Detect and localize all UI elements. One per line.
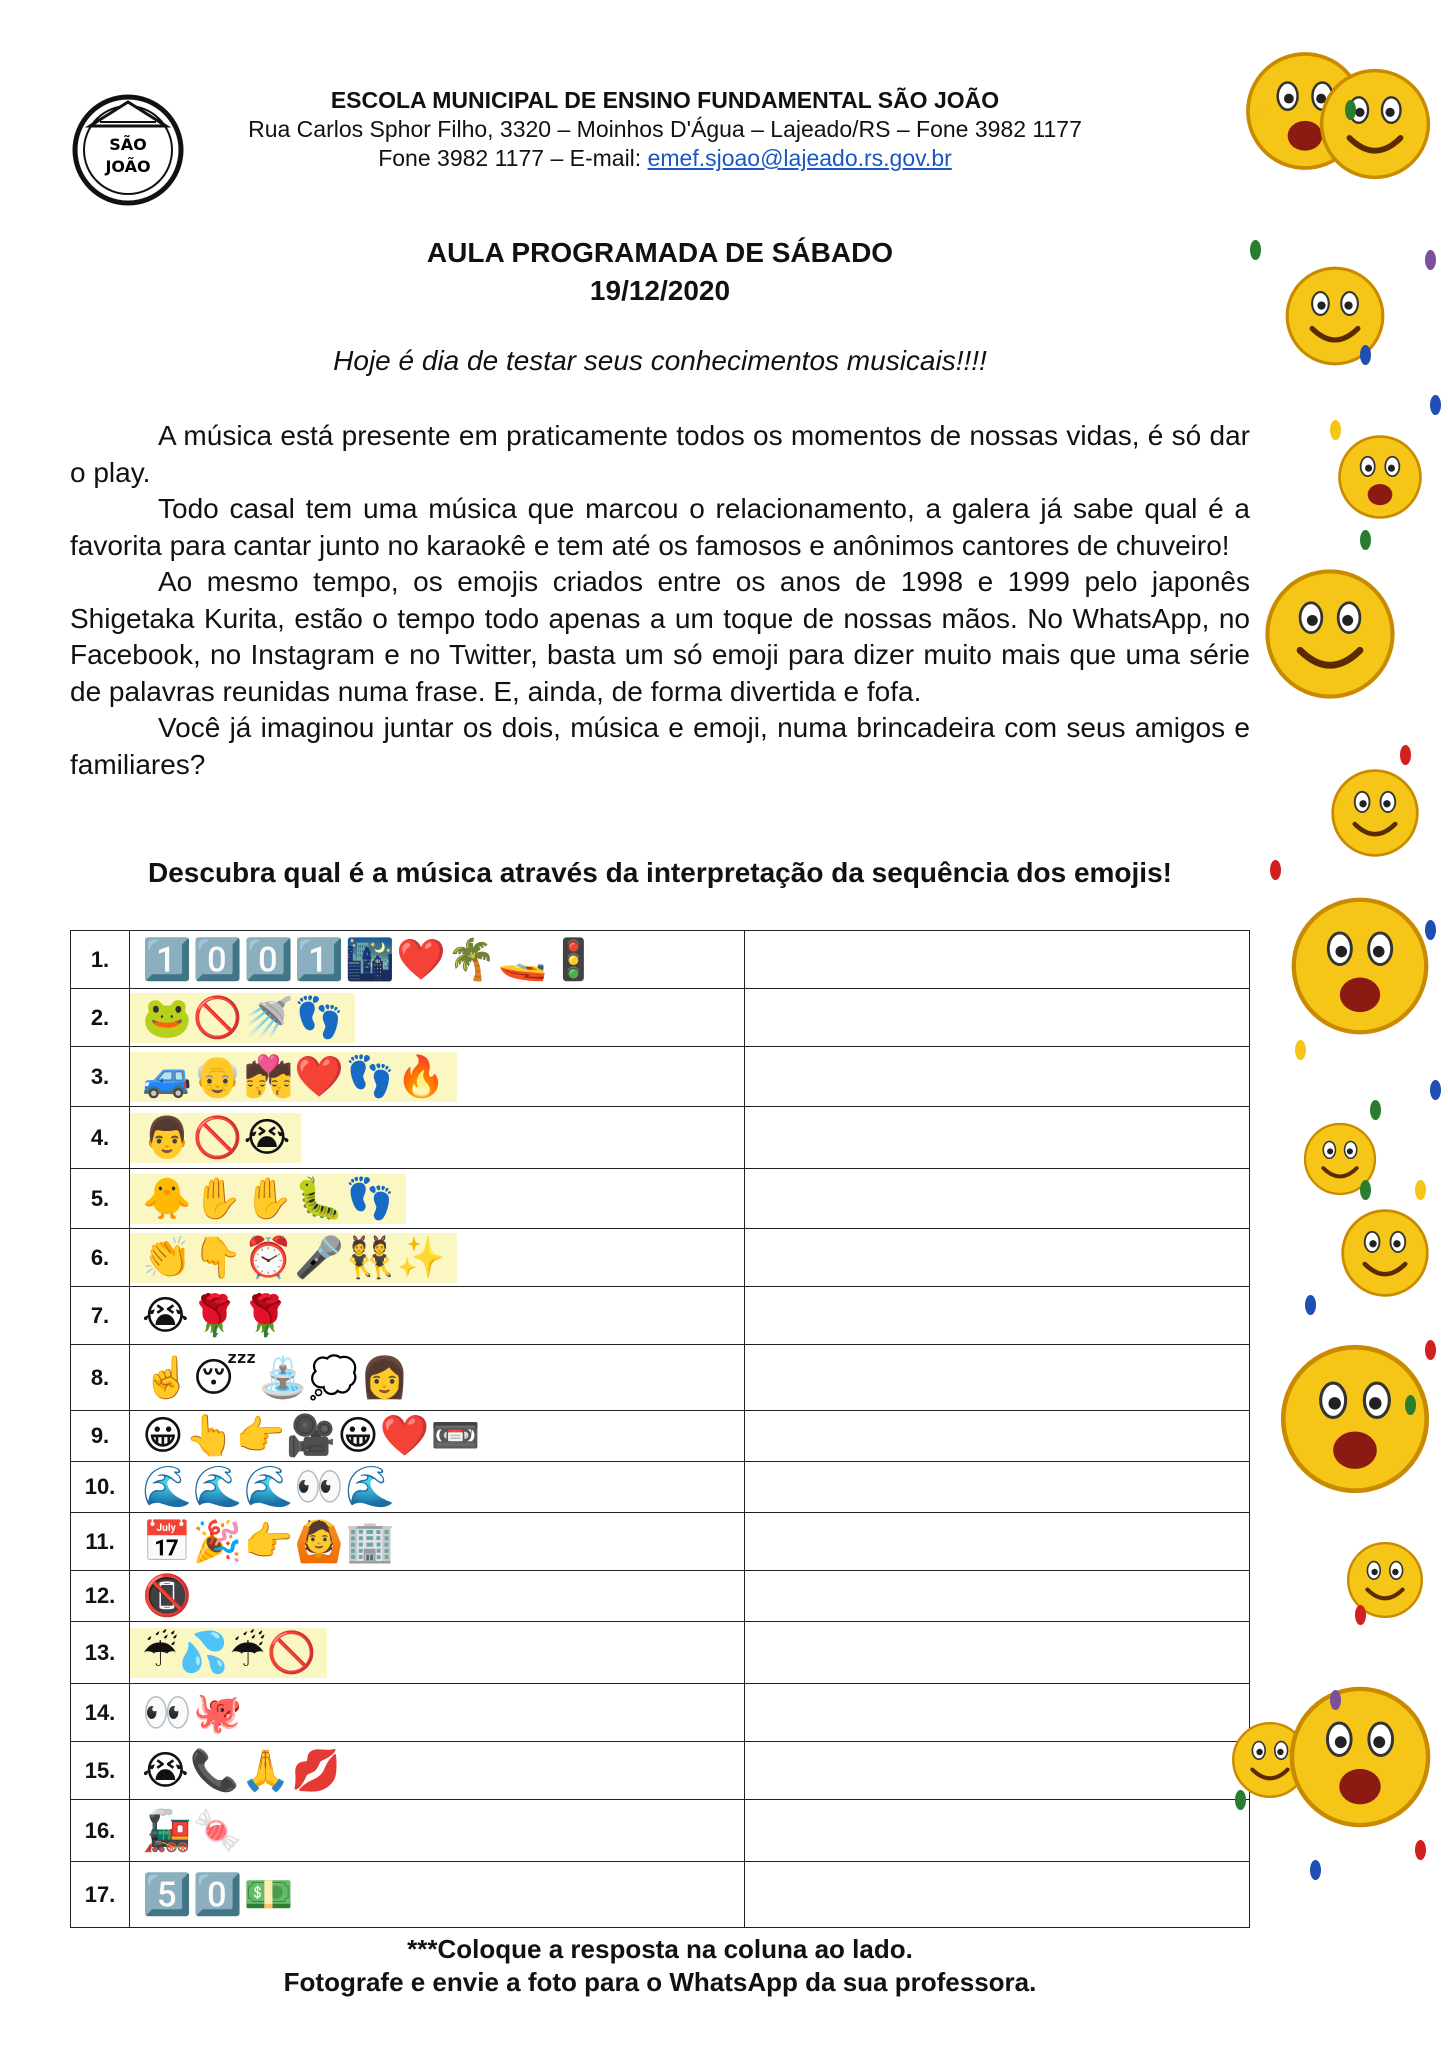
school-header xyxy=(205,86,1125,173)
subtitle: Hoje é dia de testar seus conhecimentos musicais!!!! xyxy=(333,345,987,376)
quiz-row xyxy=(71,1862,1250,1928)
footer-note xyxy=(70,1933,1250,1999)
answer-cell[interactable] xyxy=(745,1742,1250,1800)
smiley-icon xyxy=(1262,566,1398,702)
answer-cell[interactable] xyxy=(745,1047,1250,1107)
confetti-dot xyxy=(1235,1790,1246,1810)
paragraph: Todo casal tem uma música que marcou o relacionamento, a galera já sabe qual é a favorita para cantar junto no karaokê e tem até os famosos e anônimos cantores de chuveiro! xyxy=(70,493,1250,561)
confetti-dot xyxy=(1415,1180,1426,1200)
smiley-icon xyxy=(1283,264,1387,368)
confetti-dot xyxy=(1270,860,1281,880)
emoji-sequence: 1️⃣0️⃣0️⃣1️⃣🌃❤️🌴🚤🚦 xyxy=(142,936,600,983)
emoji-sequence: 🐸🚫🚿👣 xyxy=(130,993,355,1043)
confetti-dot xyxy=(1370,1100,1381,1120)
quiz-row xyxy=(71,1684,1250,1742)
confetti-dot xyxy=(1425,920,1436,940)
answer-cell[interactable] xyxy=(745,1462,1250,1513)
emoji-sequence-cell xyxy=(130,1862,745,1928)
quiz-number: 1. xyxy=(71,931,130,989)
logo-text-top: SÃO xyxy=(109,135,147,154)
answer-cell[interactable] xyxy=(745,1107,1250,1169)
confetti-dot xyxy=(1360,345,1371,365)
confetti-dot xyxy=(1330,420,1341,440)
quiz-row xyxy=(71,1571,1250,1622)
emoji-sequence-cell xyxy=(130,1462,745,1513)
school-address: Rua Carlos Sphor Filho, 3320 – Moinhos D'Água – Lajeado/RS – Fone 3982 1177 xyxy=(248,116,1082,142)
emoji-sequence-cell xyxy=(130,1800,745,1862)
answer-cell[interactable] xyxy=(745,1345,1250,1411)
quiz-number: 14. xyxy=(71,1684,130,1742)
quiz-number: 5. xyxy=(71,1169,130,1229)
confetti-dot xyxy=(1355,1555,1366,1575)
emoji-sequence: 😭🌹🌹 xyxy=(142,1292,292,1339)
answer-cell[interactable] xyxy=(745,1229,1250,1287)
quiz-number: 10. xyxy=(71,1462,130,1513)
smiley-icon xyxy=(1336,433,1424,521)
quiz-number: 9. xyxy=(71,1411,130,1462)
emoji-sequence-cell xyxy=(130,1229,745,1287)
confetti-dot xyxy=(1262,105,1273,125)
answer-cell[interactable] xyxy=(745,1169,1250,1229)
quiz-row xyxy=(71,1345,1250,1411)
quiz-number: 12. xyxy=(71,1571,130,1622)
emoji-sequence: 🚙👴💏❤️👣🔥 xyxy=(130,1052,457,1102)
emoji-sequence-cell xyxy=(130,1622,745,1684)
emoji-sequence: 📅🎉👉🙆🏢 xyxy=(142,1518,397,1565)
emoji-sequence-cell xyxy=(130,989,745,1047)
quiz-row xyxy=(71,1411,1250,1462)
confetti-dot xyxy=(1310,1860,1321,1880)
emoji-sequence-cell xyxy=(130,1571,745,1622)
confetti-dot xyxy=(1425,1340,1436,1360)
confetti-dot xyxy=(1250,240,1261,260)
emoji-sequence-cell xyxy=(130,1107,745,1169)
quiz-row xyxy=(71,1513,1250,1571)
quiz-row xyxy=(71,931,1250,989)
page-title xyxy=(70,234,1250,310)
quiz-row xyxy=(71,1800,1250,1862)
confetti-dot xyxy=(1305,1295,1316,1315)
emoji-sequence: 🐥✋✋🐛👣 xyxy=(130,1174,406,1224)
answer-cell[interactable] xyxy=(745,1411,1250,1462)
emoji-sequence-cell xyxy=(130,1513,745,1571)
smiley-icon xyxy=(1317,66,1433,182)
emoji-sequence: 5️⃣0️⃣💵 xyxy=(142,1871,295,1918)
confetti-dot xyxy=(1430,395,1441,415)
quiz-number: 11. xyxy=(71,1513,130,1571)
quiz-row xyxy=(71,1462,1250,1513)
quiz-number: 15. xyxy=(71,1742,130,1800)
emoji-sequence: ☔💦☔🚫 xyxy=(130,1628,327,1678)
emoji-sequence-cell xyxy=(130,1169,745,1229)
smiley-icon xyxy=(1277,1341,1433,1497)
quiz-number: 2. xyxy=(71,989,130,1047)
emoji-sequence-cell xyxy=(130,1345,745,1411)
smiley-icon xyxy=(1329,767,1421,859)
quiz-table xyxy=(70,930,1250,1928)
school-name: ESCOLA MUNICIPAL DE ENSINO FUNDAMENTAL SÃO JOÃO xyxy=(330,87,1000,113)
footer-line-2: Fotografe e envie a foto para o WhatsApp da sua professora. xyxy=(283,1967,1037,1997)
quiz-row xyxy=(71,1229,1250,1287)
smiley-icon xyxy=(1288,894,1432,1038)
quiz-number: 8. xyxy=(71,1345,130,1411)
quiz-row xyxy=(71,1047,1250,1107)
answer-cell[interactable] xyxy=(745,1287,1250,1345)
emoji-sequence-cell xyxy=(130,1411,745,1462)
smiley-icon xyxy=(1339,1207,1431,1299)
lesson-title: AULA PROGRAMADA DE SÁBADO xyxy=(426,237,894,268)
quiz-row xyxy=(71,989,1250,1047)
emoji-sequence: 🌊🌊🌊👀🌊 xyxy=(142,1464,397,1510)
quiz-number: 4. xyxy=(71,1107,130,1169)
quiz-number: 17. xyxy=(71,1862,130,1928)
confetti-dot xyxy=(1430,1080,1441,1100)
paragraph: A música está presente em praticamente todos os momentos de nossas vidas, é só dar o play. xyxy=(70,420,1250,488)
confetti-dot xyxy=(1405,1395,1416,1415)
email-link[interactable]: emef.sjoao@lajeado.rs.gov.br xyxy=(647,145,952,171)
confetti-dot xyxy=(1295,1040,1306,1060)
confetti-dot xyxy=(1355,1605,1366,1625)
answer-cell[interactable] xyxy=(745,1622,1250,1684)
logo-text-bottom: JOÃO xyxy=(105,157,151,176)
emoji-sequence-cell xyxy=(130,1047,745,1107)
confetti-dot xyxy=(1400,745,1411,765)
quiz-number: 3. xyxy=(71,1047,130,1107)
quiz-row xyxy=(71,1107,1250,1169)
emoji-sequence: 😭📞🙏💋 xyxy=(142,1747,343,1794)
paragraph: Você já imaginou juntar os dois, música e emoji, numa brincadeira com seus amigos e familiares? xyxy=(70,712,1250,780)
emoji-sequence-cell xyxy=(130,931,745,989)
quiz-row xyxy=(71,1169,1250,1229)
school-logo xyxy=(70,92,186,208)
quiz-row xyxy=(71,1742,1250,1800)
intro-text xyxy=(70,418,1250,783)
quiz-row xyxy=(71,1287,1250,1345)
confetti-dot xyxy=(1330,1690,1341,1710)
emoji-sequence-cell xyxy=(130,1287,745,1345)
emoji-sequence-cell xyxy=(130,1742,745,1800)
emoji-sequence: 👀🐙 xyxy=(142,1689,244,1736)
confetti-dot xyxy=(1360,1180,1371,1200)
answer-cell[interactable] xyxy=(745,1862,1250,1928)
answer-cell[interactable] xyxy=(745,989,1250,1047)
emoji-sequence-cell xyxy=(130,1684,745,1742)
answer-cell[interactable] xyxy=(745,1800,1250,1862)
lesson-date: 19/12/2020 xyxy=(589,275,731,306)
answer-cell[interactable] xyxy=(745,1513,1250,1571)
confetti-dot xyxy=(1425,250,1436,270)
answer-cell[interactable] xyxy=(745,1684,1250,1742)
emoji-sequence: 👨🚫😭 xyxy=(130,1113,301,1163)
paragraph: Ao mesmo tempo, os emojis criados entre os anos de 1998 e 1999 pelo japonês Shigetaka Kurita, estão o tempo todo apenas a um toque de nossas mãos. No WhatsApp, no Facebook, no Instagram e no Twitter, basta um só emoji para dizer muito mais que uma série de palavras reunidas numa frase. E, ainda, de forma divertida e fofa. xyxy=(70,566,1250,707)
emoji-sequence: 👏👇⏰🎤👯✨ xyxy=(130,1233,457,1283)
quiz-number: 7. xyxy=(71,1287,130,1345)
quiz-number: 16. xyxy=(71,1800,130,1862)
quiz-number: 6. xyxy=(71,1229,130,1287)
confetti-dot xyxy=(1415,1840,1426,1860)
instruction: Descubra qual é a música através da interpretação da sequência dos emojis! xyxy=(148,857,1172,888)
answer-cell[interactable] xyxy=(745,1571,1250,1622)
confetti-dot xyxy=(1360,530,1371,550)
contact-phone: Fone 3982 1177 – E-mail: xyxy=(378,145,648,171)
emoji-sequence: 📵 xyxy=(142,1573,193,1619)
emoji-sequence: 😀👆👉🎥😀❤️📼 xyxy=(142,1413,482,1459)
emoji-sequence: 🚂🍬 xyxy=(142,1807,244,1854)
answer-cell[interactable] xyxy=(745,931,1250,989)
footer-line-1: ***Coloque a resposta na coluna ao lado. xyxy=(407,1934,913,1964)
emoji-sequence: ☝️😴⛲💭👩 xyxy=(142,1354,411,1401)
quiz-number: 13. xyxy=(71,1622,130,1684)
smiley-icon xyxy=(1286,1683,1434,1831)
confetti-dot xyxy=(1345,100,1356,120)
quiz-row xyxy=(71,1622,1250,1684)
school-contact xyxy=(205,144,1125,173)
